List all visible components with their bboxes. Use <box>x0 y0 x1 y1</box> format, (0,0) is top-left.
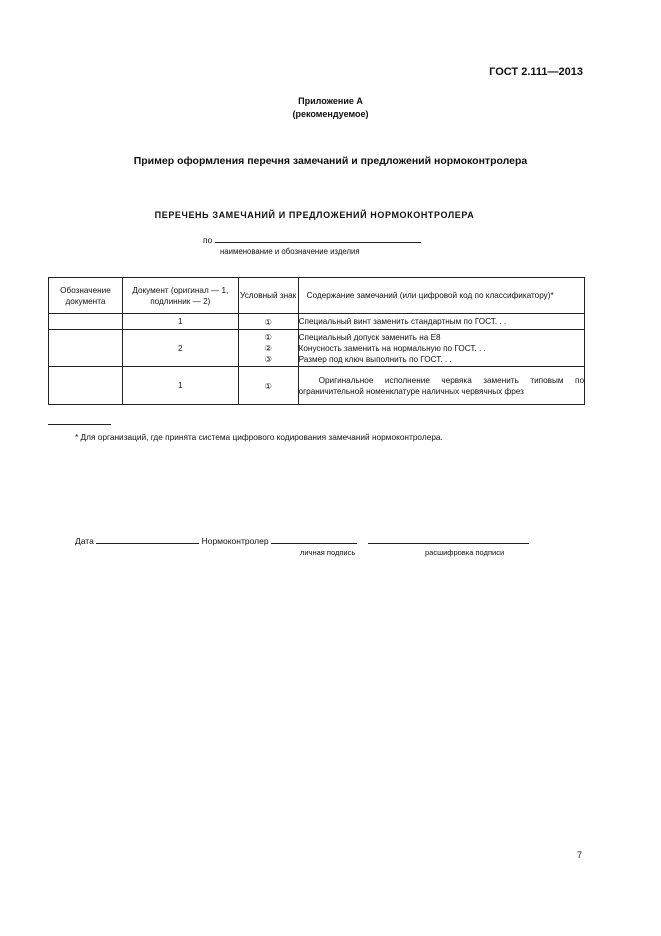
header-content: Содержание замечаний (или цифровой код по классификатору)* <box>298 278 584 314</box>
sign-mark: ① <box>264 381 272 391</box>
standard-number: ГОСТ 2.111—2013 <box>489 66 583 78</box>
document-cell: 1 <box>122 367 238 405</box>
decode-blank <box>368 535 529 544</box>
remarks-table <box>48 277 585 405</box>
decode-caption: расшифровка подписи <box>425 548 505 557</box>
table-header-row <box>49 278 585 314</box>
designation-cell <box>49 314 123 330</box>
product-line <box>203 234 421 245</box>
appendix-title: Приложение А <box>298 96 363 106</box>
date-blank <box>96 535 199 544</box>
product-caption: наименование и обозначение изделия <box>220 247 360 256</box>
footnote: * Для организаций, где принята система цифрового кодирования замечаний нормоконтролера. <box>75 432 443 442</box>
content-line: Размер под ключ выполнить по ГОСТ. . . <box>298 354 452 364</box>
controller-label: Нормоконтролер <box>201 536 269 546</box>
table-row <box>49 367 585 405</box>
designation-cell <box>49 330 123 367</box>
content-line: Специальный допуск заменить на Е8 <box>298 332 441 342</box>
signature-row <box>75 535 529 546</box>
table-row <box>49 314 585 330</box>
content-cell: Оригинальное исполнение червяка заменить типовым по ограничительной номенклатуре наличных червячных фрез <box>298 367 584 405</box>
content-line: Конусность заменить на нормальную по ГОСТ. . . <box>298 343 486 353</box>
product-blank <box>215 234 421 243</box>
example-title: Пример оформления перечня замечаний и предложений нормоконтролера <box>133 155 528 167</box>
table-row <box>49 330 585 367</box>
document-cell: 2 <box>122 330 238 367</box>
sign-mark: ① <box>264 317 272 327</box>
content-cell <box>298 330 584 367</box>
sign-cell <box>238 314 298 330</box>
appendix-subtitle: (рекомендуемое) <box>292 109 369 119</box>
list-title: ПЕРЕЧЕНЬ ЗАМЕЧАНИЙ И ПРЕДЛОЖЕНИЙ НОРМОКОНТРОЛЕРА <box>154 210 475 220</box>
header-sign: Условный знак <box>238 278 298 314</box>
sign-mark: ② <box>264 343 272 353</box>
po-label: по <box>203 235 213 245</box>
sign-mark: ③ <box>264 354 272 364</box>
content-cell: Специальный винт заменить стандартным по ГОСТ. . . <box>298 314 584 330</box>
header-designation: Обозначение документа <box>49 278 123 314</box>
signature-blank <box>271 535 357 544</box>
date-label: Дата <box>75 536 94 546</box>
sign-cell <box>238 367 298 405</box>
page-number: 7 <box>577 850 583 860</box>
designation-cell <box>49 367 123 405</box>
sign-mark: ① <box>264 332 272 342</box>
sign-cell <box>238 330 298 367</box>
footnote-divider <box>48 424 111 425</box>
header-document: Документ (оригинал — 1, подлинник — 2) <box>122 278 238 314</box>
signature-caption: личная подпись <box>300 548 356 557</box>
appendix-heading <box>0 95 661 121</box>
document-cell: 1 <box>122 314 238 330</box>
